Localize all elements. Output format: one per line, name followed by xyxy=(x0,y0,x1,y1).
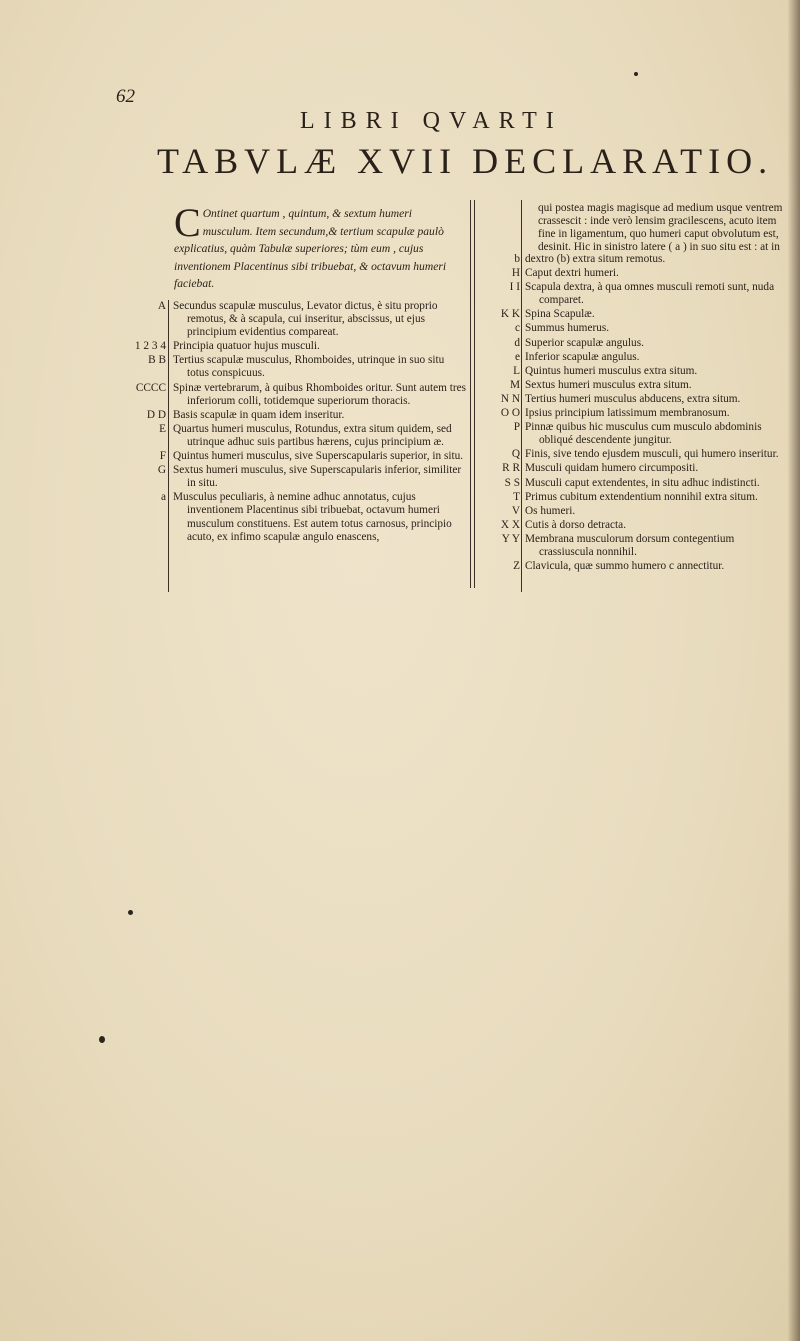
legend-entry xyxy=(478,519,790,532)
legend-entry xyxy=(478,393,790,406)
legend-text: dextro (b) extra situm remotus. xyxy=(525,253,666,265)
legend-label: K K xyxy=(500,308,520,321)
legend-label: S S xyxy=(504,476,520,489)
legend-text: Superior scapulæ angulus. xyxy=(525,336,644,349)
paper-blemish xyxy=(99,1036,105,1043)
left-column-rule xyxy=(470,200,471,588)
legend-text: Clavicula, quæ summo humero c annectitur. xyxy=(525,560,725,573)
legend-entry xyxy=(478,267,790,280)
legend-text: Primus cubitum extendentium nonnihil extra situm. xyxy=(525,490,758,503)
right-legend-list xyxy=(478,253,790,574)
dropcap-letter: C xyxy=(174,200,201,245)
legend-entry xyxy=(478,365,790,378)
header-libri-quarti: LIBRI QVARTI xyxy=(300,108,563,134)
legend-label: R R xyxy=(502,462,520,475)
legend-entry xyxy=(112,300,468,339)
legend-entry xyxy=(112,464,468,490)
legend-text: Principia quatuor hujus musculi. xyxy=(173,340,320,353)
legend-text: Scapula dextra, à qua omnes musculi remoti sunt, nuda comparet. xyxy=(525,281,775,307)
legend-text: Sextus humeri musculus, sive Superscapularis inferior, similiter in situ. xyxy=(173,464,462,490)
intro-text: Ontinet quartum , quintum, & sextum humeri musculum. Item secundum,& tertium scapulæ paulò explicatius, quàm Tabulæ superiores; tùm eum , cujus inventionem Placentinus sibi tribuebat, & octavum humeri faciebat. xyxy=(174,207,447,290)
legend-text: Tertius scapulæ musculus, Rhomboides, utrinque in suo situ totus conspicuus. xyxy=(173,354,445,380)
legend-label: N N xyxy=(500,392,520,405)
legend-label: I I xyxy=(509,281,520,294)
legend-text: Ipsius principium latissimum membranosum. xyxy=(525,407,730,420)
legend-entry xyxy=(478,407,790,420)
legend-label: a xyxy=(160,491,166,504)
legend-text: Pinnæ quibus hic musculus cum musculo abdominis obliqué descendente jungitur. xyxy=(525,421,762,447)
legend-label: L xyxy=(513,364,520,377)
legend-text: Quintus humeri musculus, sive Superscapularis superior, in situ. xyxy=(173,450,464,463)
legend-text: Basis scapulæ in quam idem inseritur. xyxy=(173,408,345,421)
legend-label: b xyxy=(514,253,520,265)
paper-blemish xyxy=(128,910,133,915)
legend-entry xyxy=(112,450,468,463)
page-number: 62 xyxy=(116,86,135,107)
legend-entry xyxy=(478,491,790,504)
legend-label: T xyxy=(513,490,520,503)
legend-label: c xyxy=(514,322,520,335)
legend-label: H xyxy=(511,267,520,280)
legend-text: Membrana musculorum dorsum contegentium crassiuscula nonnihil. xyxy=(525,532,735,558)
legend-entry xyxy=(112,491,468,543)
legend-label: P xyxy=(513,421,520,434)
legend-label: O O xyxy=(500,407,520,420)
legend-label: CCCC xyxy=(135,381,166,394)
legend-text: Cutis à dorso detracta. xyxy=(525,518,627,531)
legend-label: X X xyxy=(500,518,520,531)
legend-label: E xyxy=(159,422,166,435)
legend-entry xyxy=(478,379,790,392)
legend-text: Os humeri. xyxy=(525,504,576,517)
legend-entry xyxy=(112,409,468,422)
legend-entry xyxy=(478,462,790,475)
legend-label: A xyxy=(157,300,166,312)
legend-text: Finis, sive tendo ejusdem musculi, qui humero inseritur. xyxy=(525,448,779,461)
legend-text: Tertius humeri musculus abducens, extra situm. xyxy=(525,392,741,405)
legend-label: V xyxy=(511,504,520,517)
legend-text: Inferior scapulæ angulus. xyxy=(525,350,640,363)
legend-entry xyxy=(478,448,790,461)
legend-label: Y Y xyxy=(501,532,520,545)
legend-text: Spinæ vertebrarum, à quibus Rhomboides oritur. Sunt autem tres inferiorum colli, totidemque superiorum thoracis. xyxy=(173,381,467,407)
legend-text: Musculi caput extendentes, in situ adhuc indistincti. xyxy=(525,476,760,489)
legend-label: e xyxy=(514,350,520,363)
legend-entry xyxy=(478,560,790,573)
legend-label: d xyxy=(514,336,520,349)
legend-entry xyxy=(478,477,790,490)
legend-text: Musculi quidam humero circumpositi. xyxy=(525,462,699,475)
legend-entry xyxy=(478,505,790,518)
legend-text: Secundus scapulæ musculus, Levator dictus, è situ proprio remotus, & à scapula, cui inseritur, abscissus, ut ejus principium evidentius compareat. xyxy=(173,300,438,339)
legend-entry xyxy=(478,421,790,447)
left-legend-list xyxy=(112,300,468,545)
legend-entry xyxy=(112,382,468,408)
legend-entry xyxy=(112,354,468,380)
legend-text: Spina Scapulæ. xyxy=(525,308,595,321)
legend-entry xyxy=(478,253,790,266)
legend-text: Summus humerus. xyxy=(525,322,610,335)
legend-entry xyxy=(478,351,790,364)
legend-label: Q xyxy=(511,448,520,461)
legend-label: M xyxy=(509,378,520,391)
legend-label: G xyxy=(157,464,166,477)
right-continuation-text: qui postea magis magisque ad medium usque ventrem crassescit : inde verò lensim gracilescens, acuto item fine in ligamentum, quo humeri caput obvolutum est, desinit. Hic in sinistro latere ( a ) in suo situ est : at in xyxy=(538,202,783,254)
legend-label: B B xyxy=(148,354,166,367)
legend-label: D D xyxy=(146,408,166,421)
intro-paragraph xyxy=(174,200,464,293)
legend-entry xyxy=(478,281,790,307)
legend-entry xyxy=(112,423,468,449)
left-column-rule-double xyxy=(474,200,475,588)
legend-entry xyxy=(478,322,790,335)
legend-entry xyxy=(478,533,790,559)
legend-label: Z xyxy=(513,560,520,573)
legend-entry xyxy=(112,340,468,353)
paper-blemish xyxy=(634,72,638,76)
legend-label: F xyxy=(159,450,166,463)
legend-text: Quintus humeri musculus extra situm. xyxy=(525,364,698,377)
legend-entry xyxy=(478,308,790,321)
legend-text: Quartus humeri musculus, Rotundus, extra situm quidem, sed utrinque adhuc suis partibus hærens, cujus principium æ. xyxy=(173,422,452,448)
legend-label: 1 2 3 4 xyxy=(134,340,166,353)
legend-text: Musculus peculiaris, à nemine adhuc annotatus, cujus inventionem Placentinus sibi tribuebat, octavum humeri musculum constituens. Est autem totus carnosus, principio acuto, ex infimo scapulæ angulo enascens, xyxy=(173,491,452,543)
legend-text: Caput dextri humeri. xyxy=(525,267,619,280)
legend-entry xyxy=(478,337,790,350)
legend-text: Sextus humeri musculus extra situm. xyxy=(525,378,692,391)
header-tabulae-declaratio: TABVLÆ XVII DECLARATIO. xyxy=(157,141,774,181)
